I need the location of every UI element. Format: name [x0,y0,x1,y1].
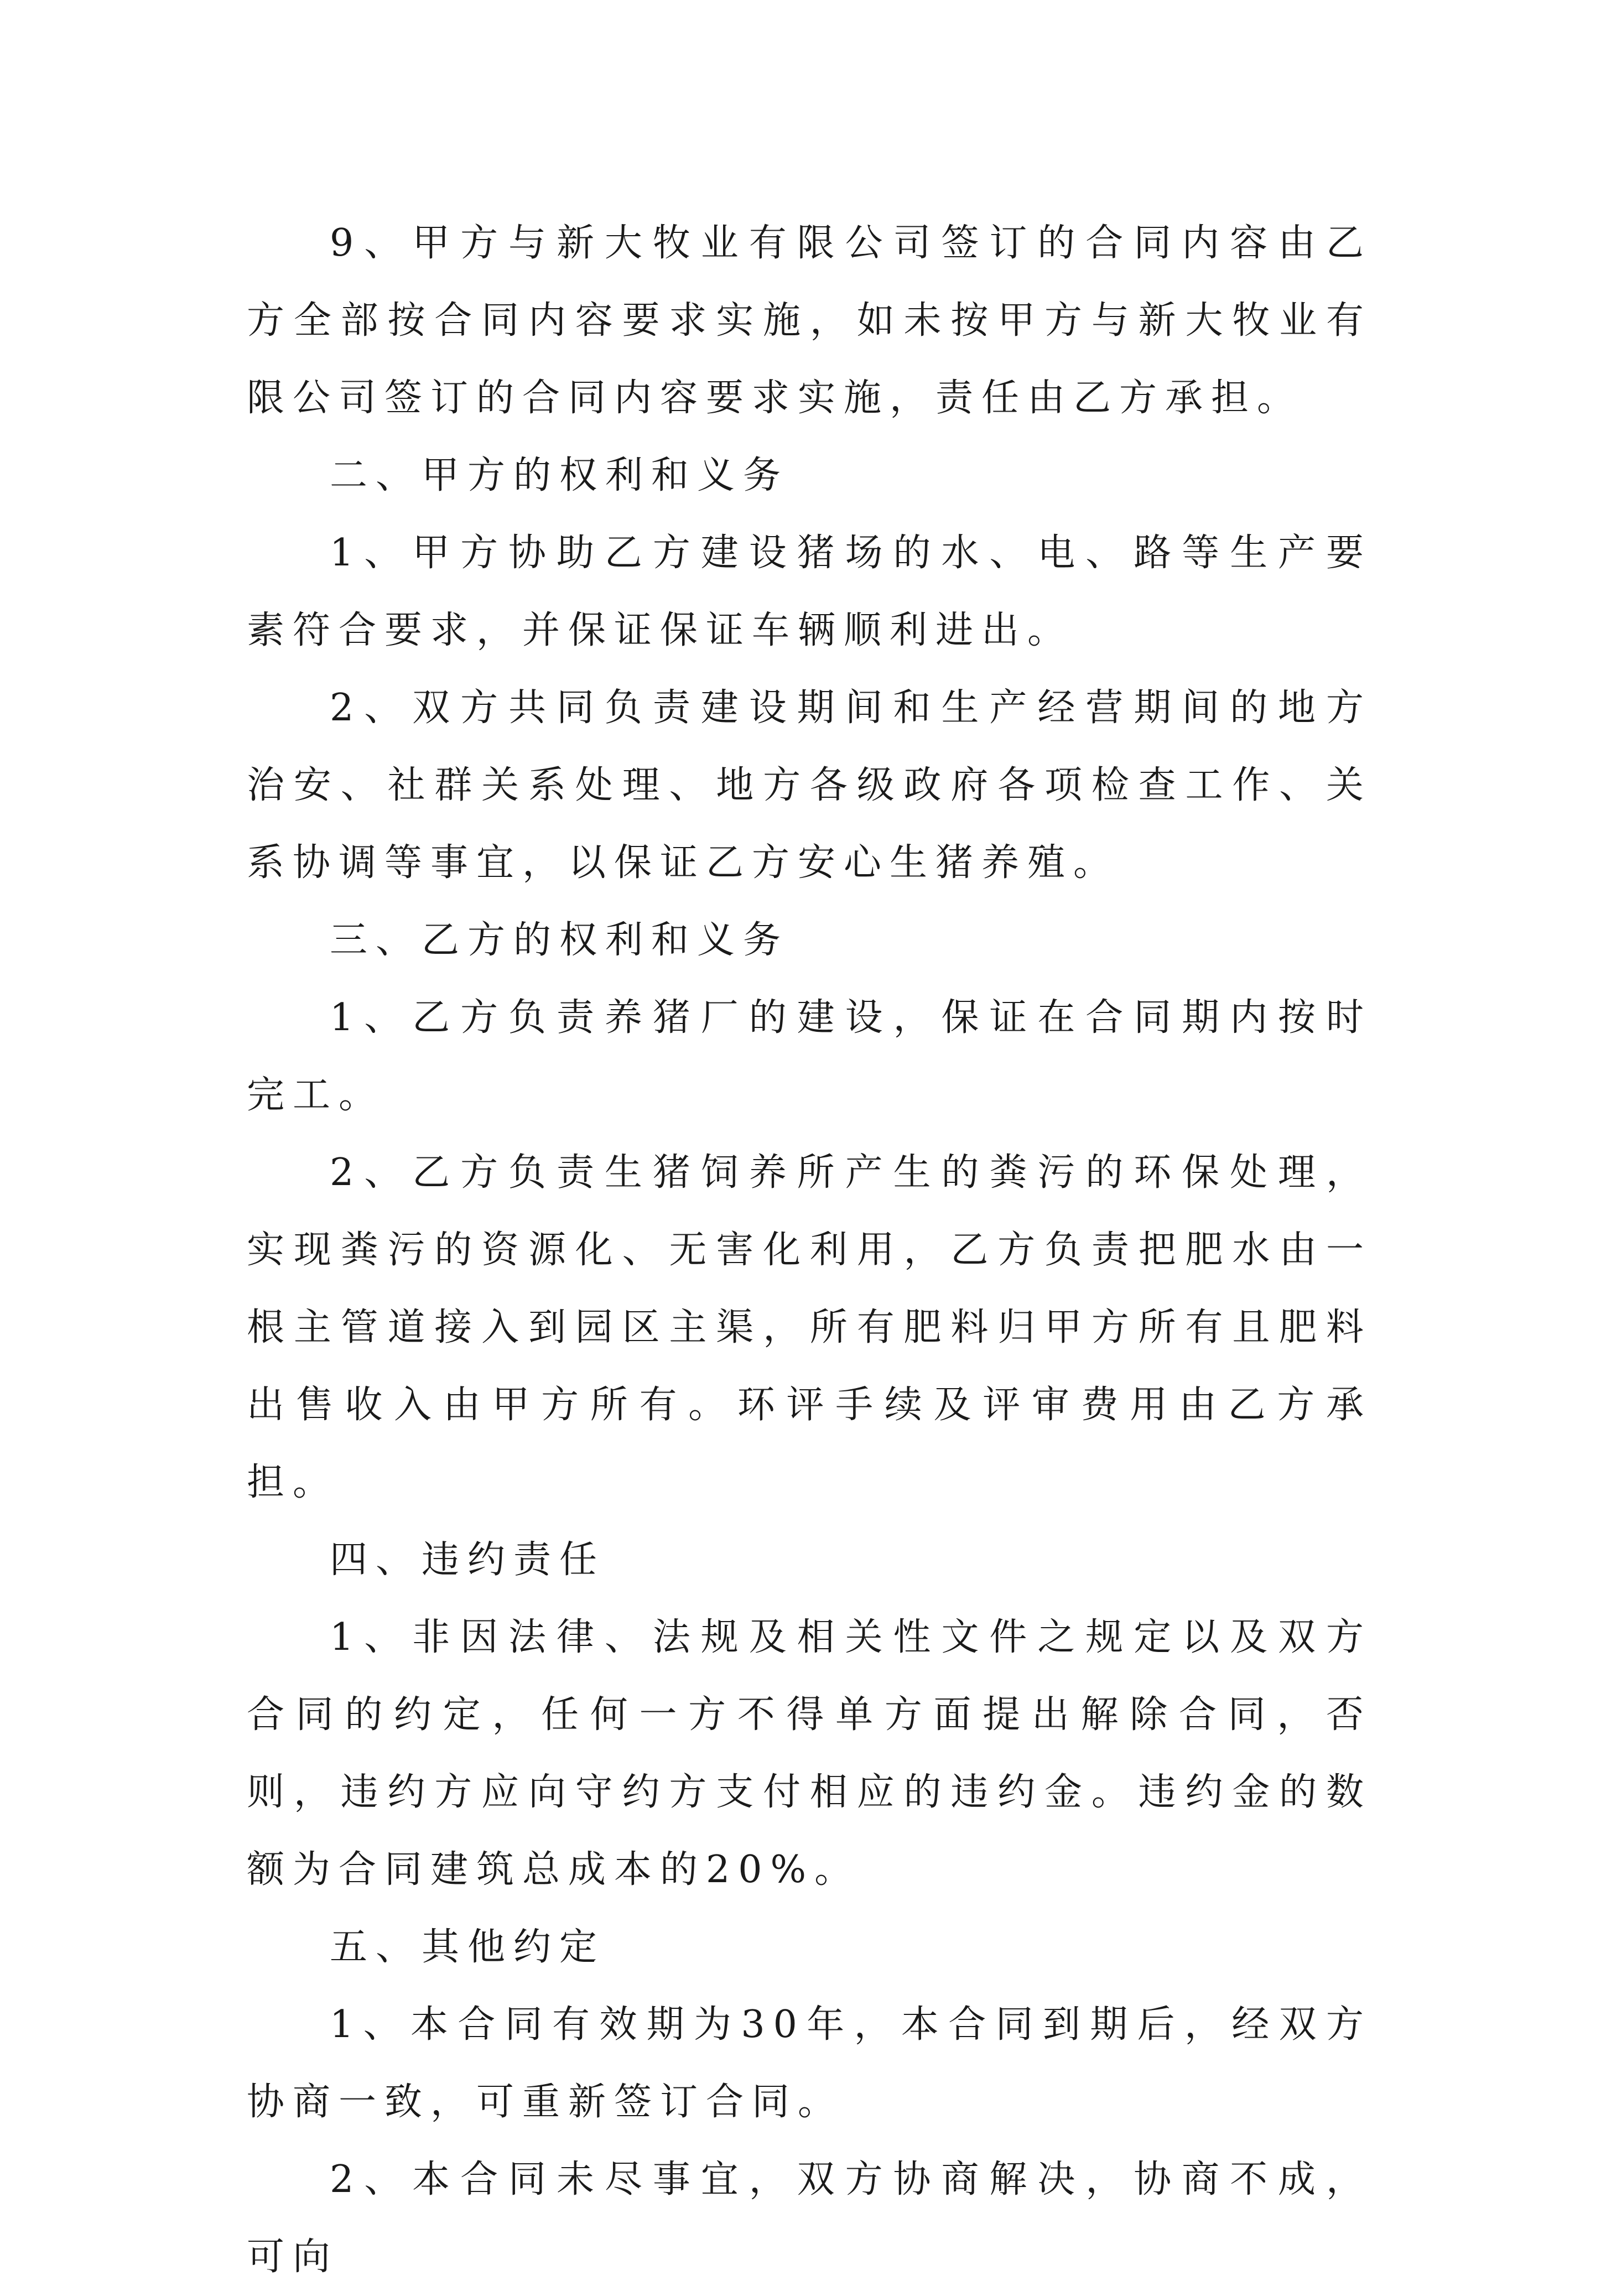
section-4-heading: 四、违约责任 [330,1538,606,1582]
section-3-heading: 三、乙方的权利和义务 [330,918,789,962]
section-5-heading: 五、其他约定 [330,1925,606,1969]
clause-party-b-2: 2、乙方负责生猪饲养所产生的粪污的环保处理，实现粪污的资源化、无害化利用，乙方负责把肥水由一根主管道接入到园区主渠，所有肥料归甲方所有且肥料出售收入由甲方所有。环评手续及评审费用由乙方承担。 [247,1151,1372,1504]
clause-2-9: 9、甲方与新大牧业有限公司签订的合同内容由乙方全部按合同内容要求实施，如未按甲方与新大牧业有限公司签订的合同内容要求实施，责任由乙方承担。 [247,221,1372,420]
clause-party-a-1: 1、甲方协助乙方建设猪场的水、电、路等生产要素符合要求，并保证保证车辆顺利进出。 [247,531,1372,652]
clause-other-1: 1、本合同有效期为30年，本合同到期后，经双方协商一致，可重新签订合同。 [247,2003,1372,2124]
section-2-heading: 二、甲方的权利和义务 [330,454,789,497]
clause-other-2: 2、本合同未尽事宜，双方协商解决，协商不成，可向 [247,2158,1372,2279]
clause-breach-1: 1、非因法律、法规及相关性文件之规定以及双方合同的约定，任何一方不得单方面提出解除合同，否则，违约方应向守约方支付相应的违约金。违约金的数额为合同建筑总成本的20%。 [247,1615,1372,1892]
document-body [247,205,1372,2296]
clause-party-b-1: 1、乙方负责养猪厂的建设，保证在合同期内按时完工。 [247,996,1372,1117]
clause-party-a-2: 2、双方共同负责建设期间和生产经营期间的地方治安、社群关系处理、地方各级政府各项检查工作、关系协调等事宜，以保证乙方安心生猪养殖。 [247,686,1372,885]
